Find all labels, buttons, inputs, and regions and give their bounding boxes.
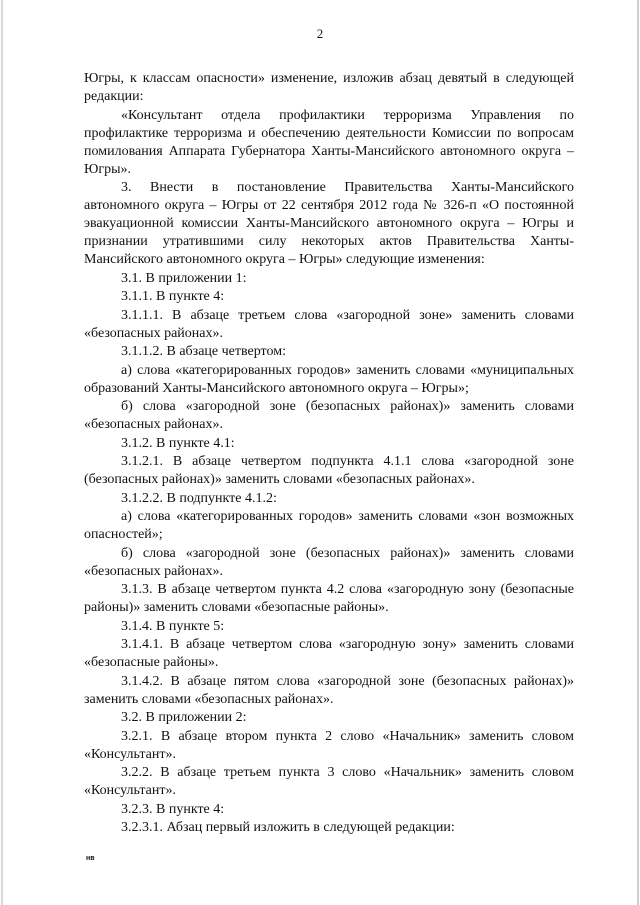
footer-initials: нв [86, 855, 95, 862]
page-number: 2 [316, 26, 324, 41]
paragraph: Югры, к классам опасности» изменение, изложив абзац девятый в следующей редакции: [84, 71, 574, 104]
paragraph: а) слова «категорированных городов» заменить словами «зон возможных опасностей»; [84, 509, 574, 542]
paragraph: 3.1.2.1. В абзаце четвертом подпункта 4.1.1 слова «загородной зоне (безопасных районах)» заменить словами «безопасных районах». [84, 454, 574, 487]
paragraph: 3.2. В приложении 2: [121, 710, 247, 725]
paragraph: 3.1.3. В абзаце четвертом пункта 4.2 слова «загородную зону (безопасные районы)» заменить словами «безопасные районы». [84, 582, 574, 615]
paragraph: 3.2.3. В пункте 4: [121, 801, 225, 817]
paragraph: б) слова «загородной зоне (безопасных районах)» заменить словами «безопасных районах». [84, 545, 574, 579]
paragraph: 3.1.4.1. В абзаце четвертом слова «загородную зону» заменить словами «безопасные районы». [84, 637, 574, 670]
paragraph: 3.2.1. В абзаце втором пункта 2 слово «Начальник» заменить словом «Консультант». [84, 728, 574, 762]
paragraph: а) слова «категорированных городов» заменить словами «муниципальных образований Ханты-Мансийского автономного округа – Югры»; [84, 362, 574, 396]
paragraph: 3.1.1. В пункте 4: [121, 289, 225, 304]
paragraph: 3.1.2. В пункте 4.1: [121, 435, 235, 451]
paragraph: 3.1.1.1. В абзаце третьем слова «загородной зоне» заменить словами «безопасных районах». [84, 307, 574, 341]
paragraph: 3.1.4.2. В абзаце пятом слова «загородной зоне (безопасных районах)» заменить словами «безопасных районах». [84, 673, 574, 707]
paragraph: 3.1.1.2. В абзаце четвертом: [121, 344, 286, 359]
paragraph: 3.2.3.1. Абзац первый изложить в следующей редакции: [121, 820, 455, 835]
paragraph: 3.1. В приложении 1: [121, 270, 247, 286]
paragraph: «Консультант отдела профилактики терроризма Управления по профилактике терроризма и обеспечению деятельности Комиссии по вопросам помилования Аппарата Губернатора Ханты-Мансийского автономного округа – Югры». [84, 107, 574, 177]
paragraph: 3.1.2.2. В подпункте 4.1.2: [121, 490, 277, 506]
document-body [84, 70, 574, 838]
paragraph: 3.1.4. В пункте 5: [121, 618, 225, 634]
paragraph: б) слова «загородной зоне (безопасных районах)» заменить словами «безопасных районах». [84, 399, 574, 432]
paragraph: 3. Внести в постановление Правительства Ханты-Мансийского автономного округа – Югры от 22 сентября 2012 года № 326-п «О постоянной эвакуационной комиссии Ханты-Мансийского автономного округа – Югры и признании утратившими силу некоторых актов Правительства Ханты-Мансийского автономного округа – Югры» следующие изменения: [84, 180, 574, 267]
scan-edge-left [1, 0, 3, 905]
paragraph: 3.2.2. В абзаце третьем пункта 3 слово «Начальник» заменить словом «Консультант». [84, 765, 574, 798]
scan-edge-right [637, 0, 639, 905]
